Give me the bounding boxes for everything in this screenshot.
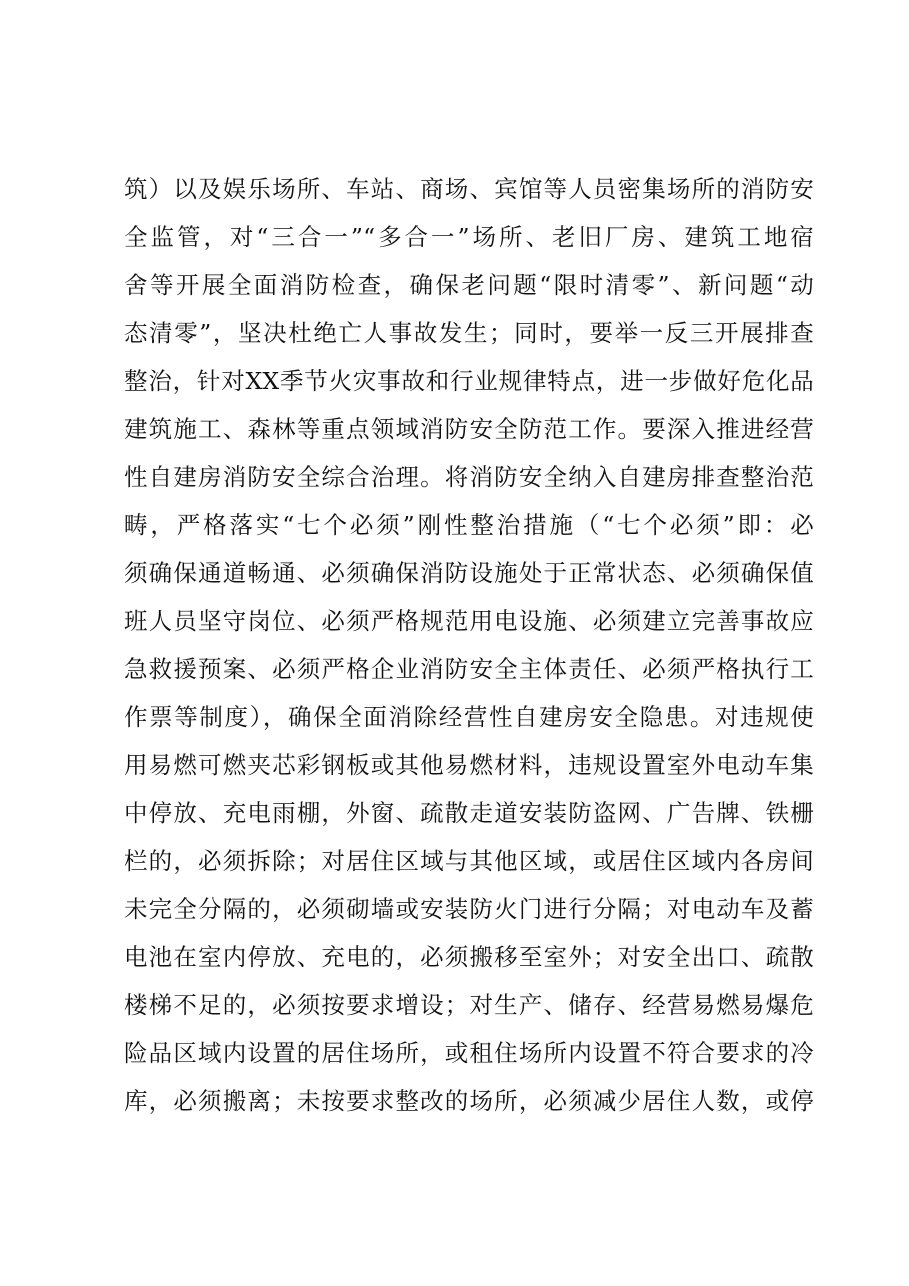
text-line: 库，必须搬离；未按要求整改的场所，必须减少居住人数，或停: [124, 1087, 814, 1115]
text-line: 班人员坚守岗位、必须严格规范用电设施、必须建立完善事故应: [124, 607, 814, 635]
text-line: 全监管，对“三合一”“多合一”场所、老旧厂房、建筑工地宿: [124, 223, 814, 251]
text-line: 险品区域内设置的居住场所，或租住场所内设置不符合要求的冷: [124, 1039, 814, 1067]
text-line: 栏的，必须拆除；对居住区域与其他区域，或居住区域内各房间: [124, 847, 814, 875]
text-line: 电池在室内停放、充电的，必须搬移至室外；对安全出口、疏散: [124, 943, 814, 971]
text-line: 态清零”，坚决杜绝亡人事故发生；同时，要举一反三开展排查: [124, 319, 814, 347]
text-line: 须确保通道畅通、必须确保消防设施处于正常状态、必须确保值: [124, 559, 814, 587]
text-line: 作票等制度），确保全面消除经营性自建房安全隐患。对违规使: [124, 703, 814, 731]
text-line: 楼梯不足的，必须按要求增设；对生产、储存、经营易燃易爆危: [124, 991, 814, 1019]
text-line: 整治，针对XX季节火灾事故和行业规律特点，进一步做好危化品: [124, 367, 814, 395]
text-line: 急救援预案、必须严格企业消防安全主体责任、必须严格执行工: [124, 655, 814, 683]
text-line: 建筑施工、森林等重点领域消防安全防范工作。要深入推进经营: [124, 415, 814, 443]
text-line: 筑）以及娱乐场所、车站、商场、宾馆等人员密集场所的消防安: [124, 175, 814, 203]
text-line: 畴，严格落实“七个必须”刚性整治措施（“七个必须”即：必: [124, 511, 814, 539]
text-line: 未完全分隔的，必须砌墙或安装防火门进行分隔；对电动车及蓄: [124, 895, 814, 923]
text-line: 性自建房消防安全综合治理。将消防安全纳入自建房排查整治范: [124, 463, 814, 491]
body-paragraph: [124, 165, 814, 1125]
text-line: 用易燃可燃夹芯彩钢板或其他易燃材料，违规设置室外电动车集: [124, 751, 814, 779]
text-line: 舍等开展全面消防检查，确保老问题“限时清零”、新问题“动: [124, 271, 814, 299]
text-line: 中停放、充电雨棚，外窗、疏散走道安装防盗网、广告牌、铁栅: [124, 799, 814, 827]
